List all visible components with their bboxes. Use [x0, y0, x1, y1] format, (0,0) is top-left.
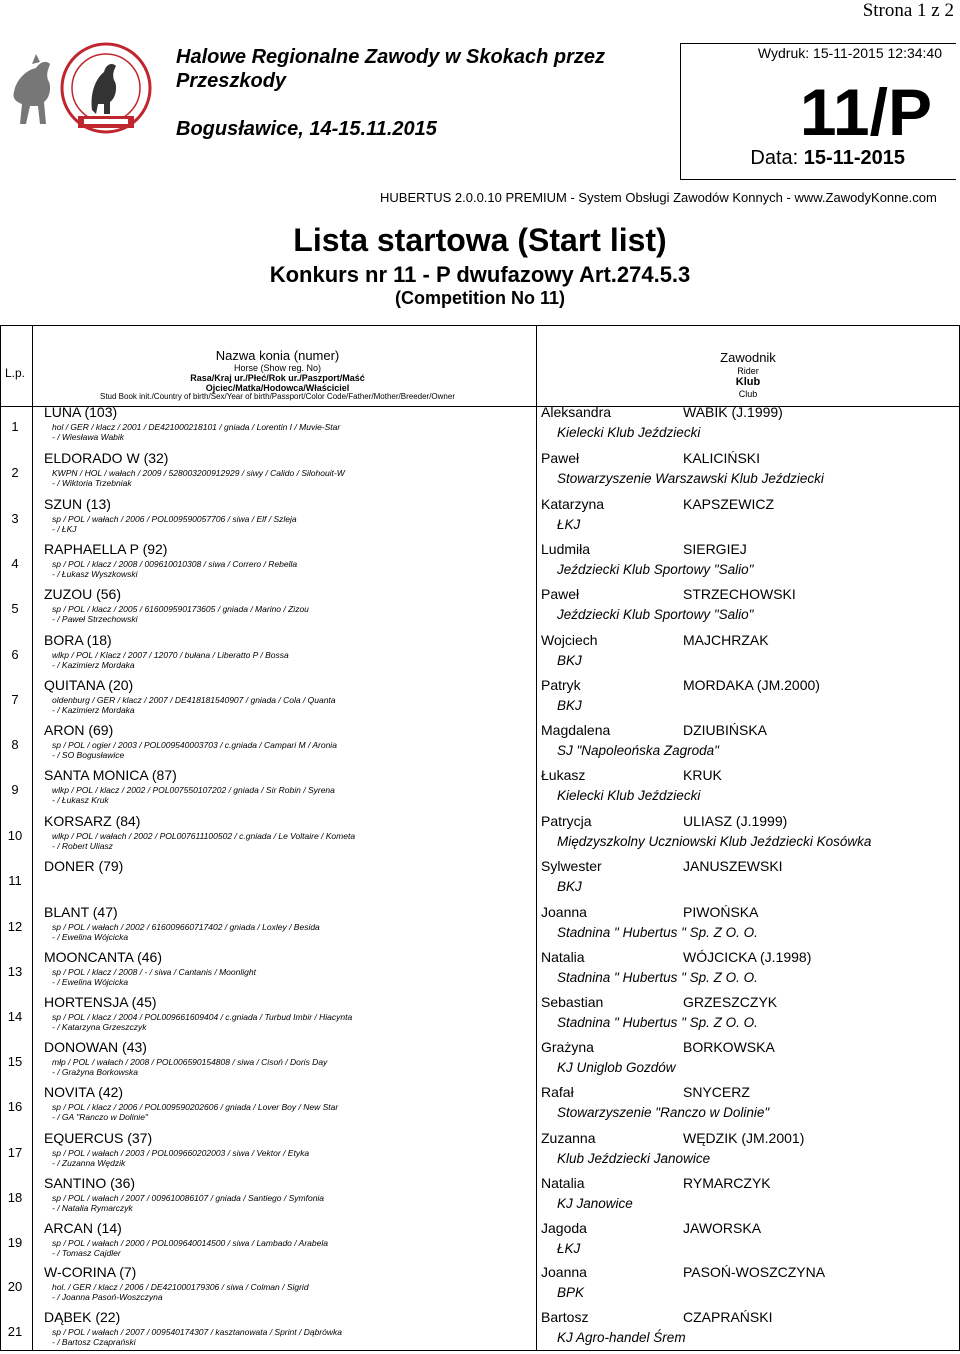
rider-club: Kielecki Klub Jeździecki	[557, 788, 701, 803]
horse-owner: - / Łukasz Wyszkowski	[52, 569, 138, 579]
row-number: 13	[7, 964, 23, 979]
event-place: Bogusławice, 14-15.11.2015	[176, 118, 437, 140]
row-number: 14	[7, 1009, 23, 1024]
horse-owner: - / Natalia Rymarczyk	[52, 1203, 133, 1213]
horse-details: sp / POL / wałach / 2006 / POL009590057706 / siwa / Elf / Szleja	[52, 514, 297, 524]
competition-subtitle: (Competition No 11)	[395, 288, 565, 308]
rider-last-name: MAJCHRZAK	[683, 632, 769, 648]
horse-owner: - / Paweł Strzechowski	[52, 614, 138, 624]
table-row	[0, 813, 960, 858]
rider-club: BKJ	[557, 653, 582, 668]
rider-club: Stadnina " Hubertus " Sp. Z O. O.	[557, 1015, 758, 1030]
horse-name: RAPHAELLA P (92)	[44, 541, 168, 557]
horse-name: KORSARZ (84)	[44, 813, 141, 829]
table-row	[0, 586, 960, 631]
rider-club: Stadnina " Hubertus " Sp. Z O. O.	[557, 970, 758, 985]
horse-name: LUNA (103)	[44, 404, 118, 420]
horse-details: wlkp / POL / klacz / 2002 / POL007550107202 / gniada / Sir Robin / Syrena	[52, 785, 335, 795]
horse-owner: - / GA "Ranczo w Dolinie"	[52, 1112, 148, 1122]
rider-first-name: Grażyna	[541, 1039, 594, 1055]
rider-last-name: CZAPRAŃSKI	[683, 1309, 773, 1325]
header-club-en: Club	[738, 389, 758, 399]
rider-club: BKJ	[557, 879, 582, 894]
horse-name: SANTINO (36)	[44, 1175, 136, 1191]
rider-last-name: DZIUBIŃSKA	[683, 722, 768, 738]
horse-name: ARON (69)	[44, 722, 114, 738]
horse-owner: - / Tomasz Cajdler	[52, 1248, 121, 1258]
row-number: 3	[11, 511, 19, 526]
horse-details: wlkp / POL / wałach / 2002 / POL007611100502 / c.gniada / Le Voltaire / Kometa	[52, 831, 356, 841]
row-number: 21	[7, 1324, 23, 1339]
horse-name: HORTENSJA (45)	[44, 994, 157, 1010]
rider-last-name: WĘDZIK (JM.2001)	[683, 1130, 805, 1146]
rider-last-name: KALICIŃSKI	[683, 450, 761, 466]
horse-owner: - / Joanna Pasoń-Woszczyna	[52, 1292, 163, 1302]
rider-club: BPK	[557, 1285, 585, 1300]
horse-owner: - / SO Bogusławice	[52, 750, 125, 760]
rider-first-name: Patryk	[541, 677, 581, 693]
row-number: 7	[11, 692, 19, 707]
competition-code: 11/P	[799, 75, 932, 149]
rider-last-name: KAPSZEWICZ	[683, 496, 775, 512]
table-row	[0, 1220, 960, 1265]
horse-owner: - / Bartosz Czaprański	[52, 1337, 136, 1347]
row-number: 17	[7, 1145, 23, 1160]
header-lp: L.p.	[5, 366, 26, 380]
table-row	[0, 858, 960, 903]
horse-owner: - / Zuzanna Wędzik	[52, 1158, 126, 1168]
row-number: 2	[11, 465, 19, 480]
rider-last-name: STRZECHOWSKI	[683, 586, 796, 602]
rider-club: BKJ	[557, 698, 582, 713]
rider-last-name: BORKOWSKA	[683, 1039, 775, 1055]
horse-owner: - / Łukasz Kruk	[52, 795, 109, 805]
rider-first-name: Bartosz	[541, 1309, 589, 1325]
horse-details: sp / POL / wałach / 2007 / 009540174307 / kasztanowata / Sprint / Dąbrówka	[52, 1327, 342, 1337]
horse-name: SZUN (13)	[44, 496, 111, 512]
horse-details: wlkp / POL / Klacz / 2007 / 12070 / bułana / Liberatto P / Bossa	[52, 650, 289, 660]
table-row	[0, 1039, 960, 1084]
horse-details: hol / GER / klacz / 2001 / DE421000218101 / gniada / Lorentin I / Muvie-Star	[52, 422, 341, 432]
row-number: 20	[7, 1279, 23, 1294]
rider-club: KJ Agro-handel Śrem	[557, 1330, 686, 1345]
rider-first-name: Magdalena	[541, 722, 611, 738]
rider-first-name: Paweł	[541, 450, 580, 466]
row-number: 11	[8, 873, 22, 888]
row-number: 9	[11, 782, 19, 797]
table-row	[0, 496, 960, 541]
row-number: 8	[11, 737, 19, 752]
rider-last-name: JANUSZEWSKI	[683, 858, 783, 874]
horse-owner: - / Wiesława Wabik	[52, 432, 125, 442]
rider-first-name: Rafał	[541, 1084, 574, 1100]
table-row	[0, 904, 960, 949]
rider-first-name: Jagoda	[541, 1220, 587, 1236]
date-label: Data:	[750, 147, 799, 169]
horse-details: sp / POL / klacz / 2008 / 009610010308 / siwa / Correro / Rebella	[52, 559, 298, 569]
list-title: Lista startowa (Start list)	[293, 222, 667, 258]
horse-owner: - / Ewelina Wójcicka	[52, 932, 129, 942]
rider-last-name: SIERGIEJ	[683, 541, 747, 557]
rider-club: SJ "Napoleońska Zagroda"	[557, 743, 719, 758]
horse-name: BLANT (47)	[44, 904, 118, 920]
table-row	[0, 994, 960, 1039]
software-line: HUBERTUS 2.0.0.10 PREMIUM - System Obsługi Zawodów Konnych - www.ZawodyKonne.com	[380, 190, 937, 205]
table-row	[0, 767, 960, 812]
rider-club: ŁKJ	[557, 1241, 581, 1256]
table-row	[0, 1130, 960, 1175]
rider-club: Stowarzyszenie Warszawski Klub Jeździecki	[557, 471, 824, 486]
rider-last-name: MORDAKA (JM.2000)	[683, 677, 820, 693]
table-row	[0, 722, 960, 767]
rider-club: Jeździecki Klub Sportowy "Salio"	[557, 562, 754, 577]
row-number: 10	[7, 828, 23, 843]
rider-first-name: Katarzyna	[541, 496, 605, 512]
rider-club: KJ Uniglob Gozdów	[557, 1060, 676, 1075]
rider-last-name: WÓJCICKA (J.1998)	[683, 949, 812, 965]
table-row	[0, 404, 960, 449]
row-number: 1	[11, 419, 19, 434]
table-row	[0, 1084, 960, 1129]
rider-last-name: GRZESZCZYK	[683, 994, 778, 1010]
table-row	[0, 450, 960, 495]
horse-name: DONER (79)	[44, 858, 124, 874]
rider-last-name: PIWOŃSKA	[683, 904, 759, 920]
rider-last-name: PASOŃ-WOSZCZYNA	[683, 1264, 826, 1280]
horse-name: ELDORADO W (32)	[44, 450, 169, 466]
header-rider-en: Rider	[737, 366, 759, 376]
horse-owner: - / ŁKJ	[52, 524, 77, 534]
rider-club: ŁKJ	[557, 517, 581, 532]
rider-first-name: Aleksandra	[541, 404, 612, 420]
rider-first-name: Sebastian	[541, 994, 604, 1010]
date-value: 15-11-2015	[803, 147, 905, 169]
horse-owner: - / Grażyna Borkowska	[52, 1067, 138, 1077]
rider-club: Międzyszkolny Uczniowski Klub Jeździecki Kosówka	[557, 834, 872, 849]
row-number: 6	[11, 647, 19, 662]
horse-details: sp / POL / klacz / 2004 / POL009661609404 / c.gniada / Turbud Imbir / Hiacynta	[52, 1012, 353, 1022]
rider-club: Stowarzyszenie "Ranczo w Dolinie"	[557, 1105, 770, 1120]
rider-club: Stadnina " Hubertus " Sp. Z O. O.	[557, 925, 758, 940]
header-rider: Zawodnik	[720, 350, 776, 365]
rider-first-name: Łukasz	[541, 767, 586, 783]
rider-last-name: JAWORSKA	[683, 1220, 762, 1236]
rider-last-name: WABIK (J.1999)	[683, 404, 783, 420]
horse-owner: - / Kazimierz Mordaka	[52, 660, 135, 670]
horse-details: sp / POL / klacz / 2005 / 616009590173605 / gniada / Marino / Zizou	[52, 604, 309, 614]
table-row	[0, 632, 960, 677]
rider-last-name: KRUK	[683, 767, 722, 783]
horse-details: sp / POL / wałach / 2007 / 009610086107 / gniada / Santiego / Symfonia	[52, 1193, 325, 1203]
row-number: 16	[7, 1099, 23, 1114]
table-row	[0, 1264, 960, 1309]
rider-last-name: RYMARCZYK	[683, 1175, 771, 1191]
table-row	[0, 677, 960, 722]
horse-name: DĄBEK (22)	[44, 1309, 121, 1325]
horse-name: ARCAN (14)	[44, 1220, 122, 1236]
horse-name: MOONCANTA (46)	[44, 949, 162, 965]
horse-name: DONOWAN (43)	[44, 1039, 147, 1055]
rider-last-name: SNYCERZ	[683, 1084, 750, 1100]
horse-name: W-CORINA (7)	[44, 1264, 137, 1280]
horse-owner: - / Robert Uliasz	[52, 841, 113, 851]
horse-details: sp / POL / klacz / 2008 / - / siwa / Cantanis / Moonlight	[52, 967, 256, 977]
row-number: 19	[7, 1235, 23, 1250]
rider-first-name: Paweł	[541, 586, 580, 602]
horse-details: sp / POL / wałach / 2002 / 616009660717402 / gniada / Loxley / Besida	[52, 922, 320, 932]
header-club: Klub	[735, 376, 761, 388]
competition-name: Konkurs nr 11 - P dwufazowy Art.274.5.3	[269, 262, 691, 287]
rider-first-name: Natalia	[541, 1175, 585, 1191]
rider-first-name: Ludmiła	[541, 541, 591, 557]
horse-name: QUITANA (20)	[44, 677, 134, 693]
table-row	[0, 541, 960, 586]
rider-last-name: ULIASZ (J.1999)	[683, 813, 788, 829]
header-horse-en: Horse (Show reg. No)	[233, 363, 322, 373]
row-number: 18	[7, 1190, 23, 1205]
rider-first-name: Wojciech	[541, 632, 598, 648]
rider-first-name: Joanna	[541, 904, 587, 920]
rider-club: Klub Jeździecki Janowice	[557, 1151, 711, 1166]
horse-details: sp / POL / wałach / 2003 / POL009660202003 / siwa / Vektor / Etyka	[52, 1148, 310, 1158]
horse-name: ZUZOU (56)	[44, 586, 121, 602]
rider-first-name: Patrycja	[541, 813, 592, 829]
horse-details: sp / POL / klacz / 2006 / POL009590202606 / gniada / Lover Boy / New Star	[52, 1102, 339, 1112]
row-number: 5	[11, 601, 19, 616]
horse-owner: - / Kazimierz Mordaka	[52, 705, 135, 715]
horse-name: EQUERCUS (37)	[44, 1130, 153, 1146]
horse-owner: - / Katarzyna Grzeszczyk	[52, 1022, 147, 1032]
page-number: Strona 1 z 2	[862, 0, 954, 21]
table-row	[0, 949, 960, 994]
horse-details: KWPN / HOL / wałach / 2009 / 528003200912929 / siwy / Calido / Silohouit-W	[52, 468, 345, 478]
rider-club: KJ Janowice	[557, 1196, 633, 1211]
rider-club: Kielecki Klub Jeździecki	[557, 425, 701, 440]
header-horse-name: Nazwa konia (numer)	[215, 348, 340, 363]
horse-name: SANTA MONICA (87)	[44, 767, 177, 783]
event-logo	[6, 40, 166, 135]
event-title: Halowe Regionalne Zawody w Skokach przez Przeszkody	[176, 46, 605, 92]
horse-name: BORA (18)	[44, 632, 112, 648]
print-date: Wydruk: 15-11-2015 12:34:40	[757, 45, 942, 61]
horse-details: sp / POL / ogier / 2003 / POL009540003703 / c.gniada / Campari M / Aronia	[52, 740, 337, 750]
horse-name: NOVITA (42)	[44, 1084, 124, 1100]
rider-first-name: Joanna	[541, 1264, 587, 1280]
header-horse-parents: Ojciec/Matka/Hodowca/Właściciel	[205, 383, 350, 393]
rider-first-name: Sylwester	[541, 858, 602, 874]
row-number: 4	[11, 556, 19, 571]
horse-details: oldenburg / GER / klacz / 2007 / DE418181540907 / gniada / Cola / Quanta	[52, 695, 336, 705]
table-row	[0, 1309, 960, 1354]
horse-details: sp / POL / wałach / 2000 / POL009640014500 / siwa / Lambado / Arabela	[52, 1238, 328, 1248]
header-horse-details-en: Stud Book init./Country of birth/Sex/Year of birth/Passport/Color Code/Father/Mother/Breeder/Owner	[100, 392, 455, 401]
rider-club: Jeździecki Klub Sportowy "Salio"	[557, 607, 754, 622]
rider-first-name: Zuzanna	[541, 1130, 596, 1146]
date-line	[680, 147, 905, 170]
horse-owner: - / Ewelina Wójcicka	[52, 977, 129, 987]
horse-details: młp / POL / wałach / 2008 / POL006590154808 / siwa / Cisoń / Doris Day	[52, 1057, 328, 1067]
row-number: 12	[7, 919, 23, 934]
table-row	[0, 1175, 960, 1220]
horse-details: hol. / GER / klacz / 2006 / DE421000179306 / siwa / Colman / Sigrid	[52, 1282, 309, 1292]
row-number: 15	[7, 1054, 23, 1069]
horse-owner: - / Wiktoria Trzebniak	[52, 478, 132, 488]
rider-first-name: Natalia	[541, 949, 585, 965]
header-horse-breed: Rasa/Kraj ur./Płeć/Rok ur./Paszport/Maść	[190, 373, 365, 383]
